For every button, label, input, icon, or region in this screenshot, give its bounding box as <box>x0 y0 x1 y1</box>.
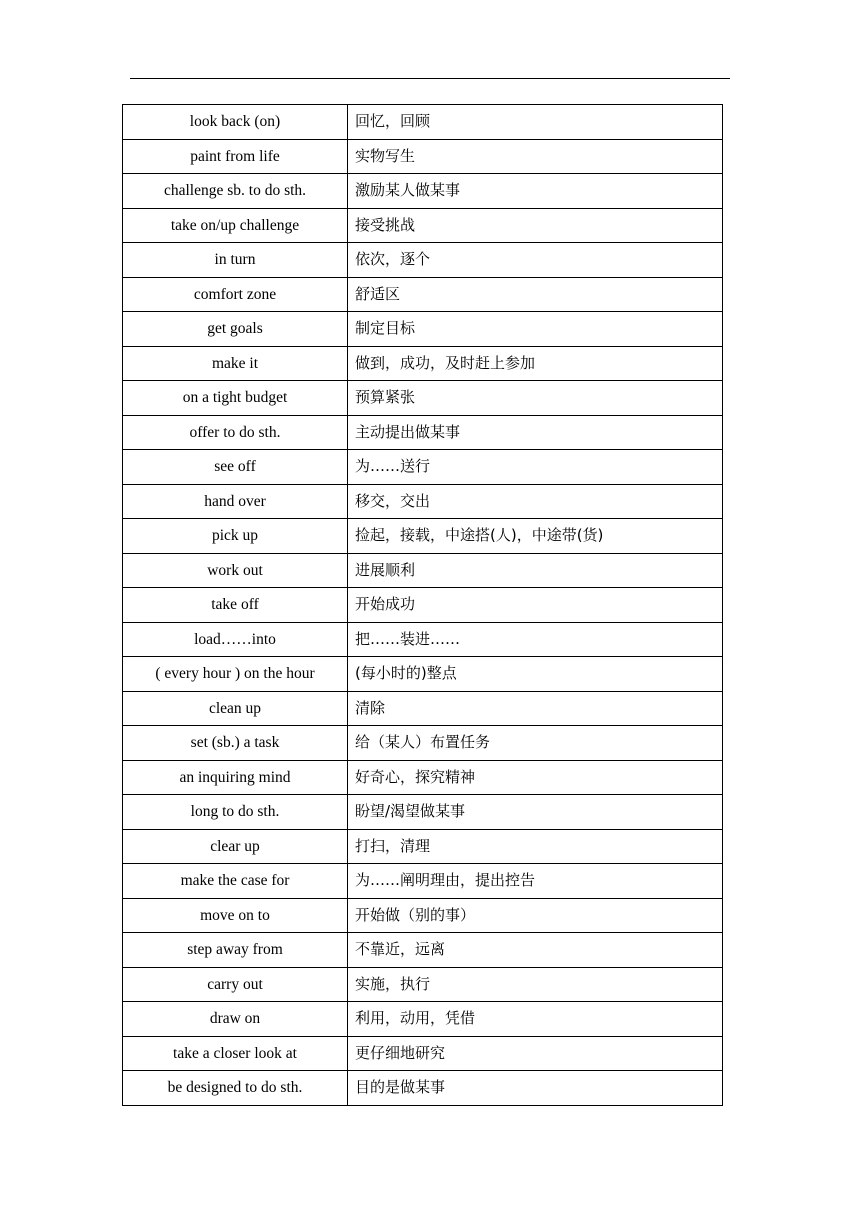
english-phrase-cell: take on/up challenge <box>123 208 348 243</box>
table-row <box>123 1071 723 1106</box>
chinese-meaning-cell: 打扫，清理 <box>348 829 723 864</box>
english-phrase-cell: carry out <box>123 967 348 1002</box>
chinese-meaning-cell: 回忆，回顾 <box>348 105 723 140</box>
chinese-meaning-cell: 更仔细地研究 <box>348 1036 723 1071</box>
english-phrase-cell: clear up <box>123 829 348 864</box>
english-phrase-cell: hand over <box>123 484 348 519</box>
english-phrase-cell: be designed to do sth. <box>123 1071 348 1106</box>
table-row <box>123 691 723 726</box>
english-phrase-cell: paint from life <box>123 139 348 174</box>
english-phrase-cell: pick up <box>123 519 348 554</box>
chinese-meaning-cell: (每小时的)整点 <box>348 657 723 692</box>
chinese-meaning-cell: 捡起，接载，中途搭(人)，中途带(货) <box>348 519 723 554</box>
table-row <box>123 726 723 761</box>
table-row <box>123 450 723 485</box>
chinese-meaning-cell: 实施，执行 <box>348 967 723 1002</box>
english-phrase-cell: make the case for <box>123 864 348 899</box>
english-phrase-cell: make it <box>123 346 348 381</box>
chinese-meaning-cell: 盼望/渴望做某事 <box>348 795 723 830</box>
chinese-meaning-cell: 实物写生 <box>348 139 723 174</box>
english-phrase-cell: an inquiring mind <box>123 760 348 795</box>
table-row <box>123 415 723 450</box>
chinese-meaning-cell: 为……送行 <box>348 450 723 485</box>
table-row <box>123 312 723 347</box>
chinese-meaning-cell: 舒适区 <box>348 277 723 312</box>
chinese-meaning-cell: 不靠近，远离 <box>348 933 723 968</box>
vocabulary-table-body <box>123 105 723 1106</box>
vocabulary-table <box>122 104 723 1106</box>
chinese-meaning-cell: 移交，交出 <box>348 484 723 519</box>
english-phrase-cell: long to do sth. <box>123 795 348 830</box>
english-phrase-cell: take a closer look at <box>123 1036 348 1071</box>
table-row <box>123 277 723 312</box>
table-row <box>123 553 723 588</box>
english-phrase-cell: move on to <box>123 898 348 933</box>
chinese-meaning-cell: 清除 <box>348 691 723 726</box>
chinese-meaning-cell: 主动提出做某事 <box>348 415 723 450</box>
table-row <box>123 105 723 140</box>
table-row <box>123 760 723 795</box>
table-row <box>123 829 723 864</box>
table-row <box>123 346 723 381</box>
english-phrase-cell: take off <box>123 588 348 623</box>
chinese-meaning-cell: 做到，成功，及时赶上参加 <box>348 346 723 381</box>
english-phrase-cell: set (sb.) a task <box>123 726 348 761</box>
table-row <box>123 243 723 278</box>
chinese-meaning-cell: 把……装进…… <box>348 622 723 657</box>
chinese-meaning-cell: 预算紧张 <box>348 381 723 416</box>
chinese-meaning-cell: 开始成功 <box>348 588 723 623</box>
english-phrase-cell: offer to do sth. <box>123 415 348 450</box>
table-row <box>123 933 723 968</box>
table-row <box>123 519 723 554</box>
table-row <box>123 381 723 416</box>
table-row <box>123 588 723 623</box>
english-phrase-cell: draw on <box>123 1002 348 1037</box>
english-phrase-cell: step away from <box>123 933 348 968</box>
chinese-meaning-cell: 为……阐明理由，提出控告 <box>348 864 723 899</box>
chinese-meaning-cell: 开始做（别的事） <box>348 898 723 933</box>
table-row <box>123 864 723 899</box>
english-phrase-cell: work out <box>123 553 348 588</box>
table-row <box>123 139 723 174</box>
english-phrase-cell: on a tight budget <box>123 381 348 416</box>
table-row <box>123 657 723 692</box>
english-phrase-cell: look back (on) <box>123 105 348 140</box>
chinese-meaning-cell: 进展顺利 <box>348 553 723 588</box>
table-row <box>123 795 723 830</box>
chinese-meaning-cell: 好奇心，探究精神 <box>348 760 723 795</box>
chinese-meaning-cell: 利用，动用，凭借 <box>348 1002 723 1037</box>
header-rule <box>130 78 730 79</box>
chinese-meaning-cell: 给（某人）布置任务 <box>348 726 723 761</box>
table-row <box>123 898 723 933</box>
english-phrase-cell: comfort zone <box>123 277 348 312</box>
english-phrase-cell: clean up <box>123 691 348 726</box>
table-row <box>123 1036 723 1071</box>
table-row <box>123 208 723 243</box>
chinese-meaning-cell: 制定目标 <box>348 312 723 347</box>
english-phrase-cell: ( every hour ) on the hour <box>123 657 348 692</box>
chinese-meaning-cell: 依次，逐个 <box>348 243 723 278</box>
english-phrase-cell: in turn <box>123 243 348 278</box>
english-phrase-cell: see off <box>123 450 348 485</box>
table-row <box>123 174 723 209</box>
english-phrase-cell: load……into <box>123 622 348 657</box>
chinese-meaning-cell: 接受挑战 <box>348 208 723 243</box>
table-row <box>123 967 723 1002</box>
chinese-meaning-cell: 目的是做某事 <box>348 1071 723 1106</box>
table-row <box>123 484 723 519</box>
table-row <box>123 622 723 657</box>
table-row <box>123 1002 723 1037</box>
chinese-meaning-cell: 激励某人做某事 <box>348 174 723 209</box>
english-phrase-cell: challenge sb. to do sth. <box>123 174 348 209</box>
english-phrase-cell: get goals <box>123 312 348 347</box>
